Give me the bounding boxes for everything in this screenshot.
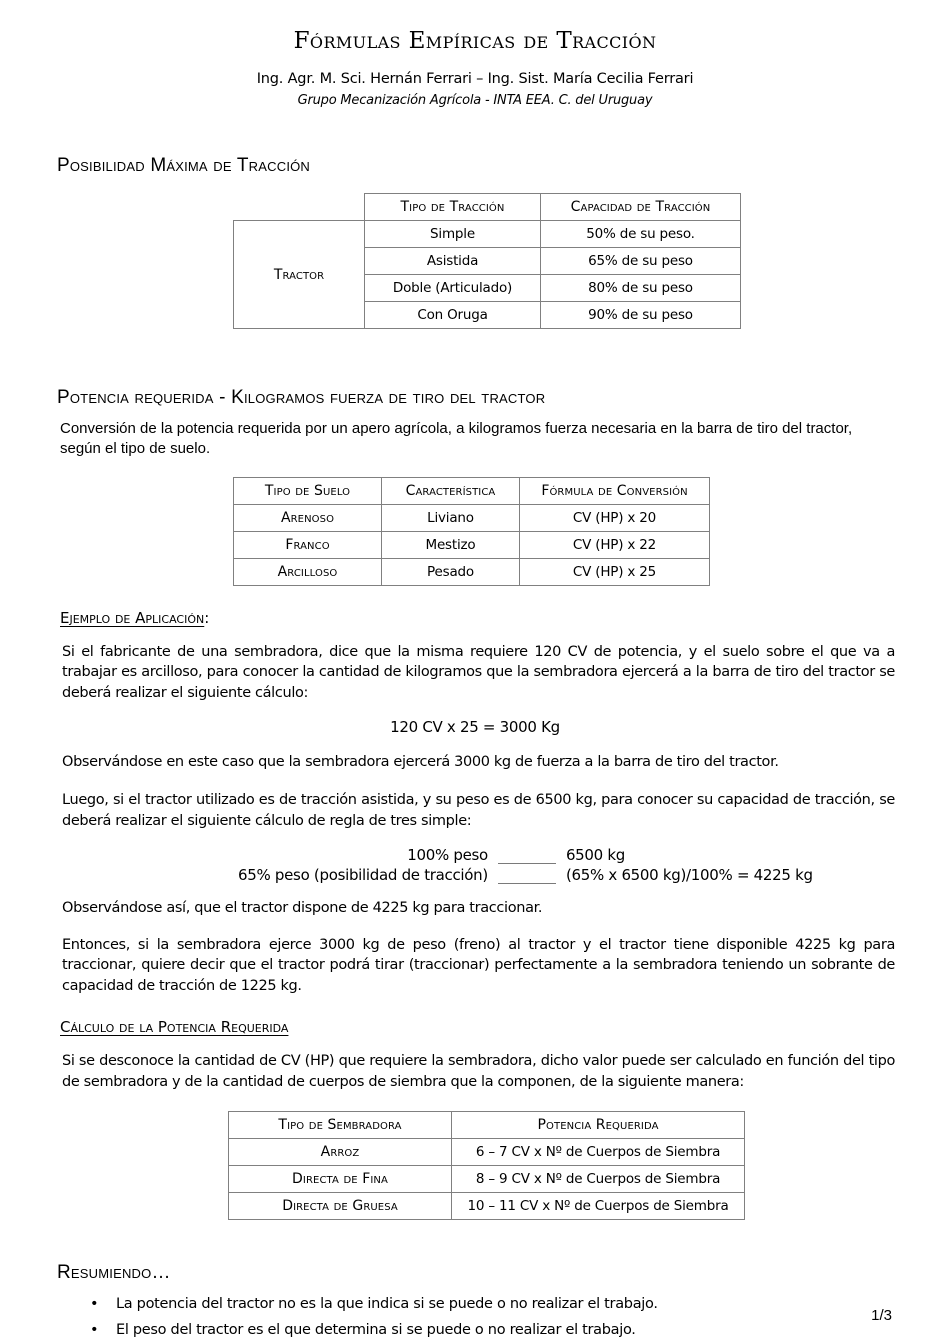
- document-affiliation: Grupo Mecanización Agrícola - INTA EEA. C. del Uruguay: [297, 93, 653, 109]
- list-item: [90, 1318, 950, 1343]
- column-header-tipo-sembradora: Tipo de Sembradora: [229, 1111, 452, 1138]
- table-tipo-de-sembradora: [228, 1111, 745, 1220]
- bullet-dot-icon: •: [90, 1296, 99, 1313]
- list-item-label: El peso del tractor es el que determina si se puede o no realizar el trabajo.: [116, 1321, 636, 1338]
- bullet-dot-icon: •: [90, 1321, 99, 1338]
- table-row: [229, 1165, 745, 1192]
- column-header-capacidad-traccion: Capacidad de Tracción: [541, 194, 741, 221]
- section-heading-resumiendo: Resumiendo…: [57, 1261, 171, 1283]
- cell-tipo-sembradora: Arroz: [229, 1138, 452, 1165]
- table-row: [234, 531, 710, 558]
- list-item-label: La potencia del tractor no es la que indica si se puede o no realizar el trabajo.: [116, 1296, 658, 1313]
- cell-formula: CV (HP) x 20: [520, 504, 710, 531]
- section-heading-posibilidad-maxima: Posibilidad Máxima de Tracción: [57, 155, 311, 177]
- cell-tipo-traccion: Doble (Articulado): [365, 275, 541, 302]
- cell-tipo-traccion: Con Oruga: [365, 302, 541, 329]
- document-authors: Ing. Agr. M. Sci. Hernán Ferrari – Ing. Sist. María Cecilia Ferrari: [256, 71, 694, 88]
- rot-divider-line: [498, 848, 556, 864]
- cell-tipo-sembradora: Directa de Fina: [229, 1165, 452, 1192]
- cell-tipo-traccion: Simple: [365, 221, 541, 248]
- page-number-footer: 1/3: [871, 1307, 892, 1324]
- cell-caracteristica: Mestizo: [382, 531, 520, 558]
- cell-tipo-suelo: Franco: [234, 531, 382, 558]
- cell-tipo-traccion: Asistida: [365, 248, 541, 275]
- cell-tipo-sembradora: Directa de Gruesa: [229, 1192, 452, 1219]
- page-title: Fórmulas Empíricas de Tracción: [293, 28, 657, 54]
- section2-intro-paragraph: Conversión de la potencia requerida por un apero agrícola, a kilogramos fuerza necesaria en la barra de tiro del tractor, según el tipo de suelo.: [60, 420, 853, 457]
- cell-potencia-requerida: 8 – 9 CV x Nº de Cuerpos de Siembra: [452, 1165, 745, 1192]
- rot-divider-cell: [498, 845, 556, 865]
- cell-capacidad-traccion: 65% de su peso: [541, 248, 741, 275]
- section-heading-potencia-requerida: Potencia requerida - Kilogramos fuerza de tiro del tractor: [57, 387, 546, 409]
- rule-of-three-row: [238, 845, 813, 865]
- table-header-row: [234, 194, 741, 221]
- heading-ejemplo-de-aplicacion: [0, 609, 950, 627]
- heading-calculo-potencia-requerida: [0, 1018, 950, 1036]
- rot-value-4225kg: (65% x 6500 kg)/100% = 4225 kg: [565, 866, 813, 885]
- list-item: [90, 1292, 950, 1317]
- cell-formula: CV (HP) x 25: [520, 558, 710, 585]
- table-header-row: [234, 477, 710, 504]
- cell-potencia-requerida: 6 – 7 CV x Nº de Cuerpos de Siembra: [452, 1138, 745, 1165]
- example-paragraph-1: Si el fabricante de una sembradora, dice que la misma requiere 120 CV de potencia, y el suelo sobre el que va a trabajar es arcilloso, para conocer la cantidad de kilogramos que la sembradora ejercerá a la barra de tiro del tractor se deberá realizar el siguiente cálculo:: [62, 643, 895, 701]
- section3-intro-paragraph: Si se desconoce la cantidad de CV (HP) que requiere la sembradora, dicho valor puede ser calculado en función del tipo de sembradora y de la cantidad de cuerpos de siembra que la componen, de la siguiente manera:: [62, 1053, 895, 1090]
- cell-tipo-suelo: Arcilloso: [234, 558, 382, 585]
- cell-caracteristica: Pesado: [382, 558, 520, 585]
- summary-bullet-list: [0, 1292, 950, 1343]
- rule-of-three-row: [238, 865, 813, 885]
- table-sembradora-wrapper: [0, 1111, 950, 1220]
- cell-capacidad-traccion: 90% de su peso: [541, 302, 741, 329]
- example-formula-1: 120 CV x 25 = 3000 Kg: [390, 718, 560, 737]
- table-suelo-wrapper: [0, 477, 950, 586]
- table-row: [234, 221, 741, 248]
- rule-of-three-block: [238, 845, 813, 885]
- rot-value-6500kg: 6500 kg: [565, 846, 625, 865]
- heading-calculo-text: Cálculo de la Potencia Requerida: [60, 1018, 289, 1037]
- row-label-tractor: Tractor: [234, 221, 365, 329]
- column-header-potencia-requerida: Potencia Requerida: [452, 1111, 745, 1138]
- rot-divider-line: [498, 868, 556, 884]
- example-paragraph-5: Entonces, si la sembradora ejerce 3000 kg de peso (freno) al tractor y el tractor tiene disponible 4225 kg para traccionar, quiere decir que el tractor podrá tirar (traccionar) perfectamente a la sembradora teniendo un sobrante de capacidad de tracción de 1225 kg.: [62, 936, 895, 994]
- table-posibilidad-maxima-traccion: [233, 193, 741, 329]
- cell-capacidad-traccion: 80% de su peso: [541, 275, 741, 302]
- table-tipo-de-suelo: [233, 477, 710, 586]
- column-header-tipo-suelo: Tipo de Suelo: [234, 477, 382, 504]
- example-paragraph-3: Luego, si el tractor utilizado es de tracción asistida, y su peso es de 6500 kg, para conocer su capacidad de tracción, se deberá realizar el siguiente cálculo de regla de tres simple:: [62, 791, 895, 829]
- column-header-caracteristica: Característica: [382, 477, 520, 504]
- table-row: [234, 558, 710, 585]
- heading-ejemplo-colon: :: [204, 608, 210, 627]
- rot-label-65-peso: 65% peso (posibilidad de tracción): [238, 866, 488, 885]
- heading-ejemplo-text: Ejemplo de Aplicación: [60, 608, 205, 627]
- cell-caracteristica: Liviano: [382, 504, 520, 531]
- table-row: [229, 1138, 745, 1165]
- cell-potencia-requerida: 10 – 11 CV x Nº de Cuerpos de Siembra: [452, 1192, 745, 1219]
- rot-label-100-peso: 100% peso: [407, 846, 488, 865]
- table-header-row: [229, 1111, 745, 1138]
- table-traccion-wrapper: [0, 193, 950, 329]
- cell-tipo-suelo: Arenoso: [234, 504, 382, 531]
- column-header-tipo-traccion: Tipo de Tracción: [365, 194, 541, 221]
- example-paragraph-2: Observándose en este caso que la sembradora ejercerá 3000 kg de fuerza a la barra de tiro del tractor.: [62, 754, 779, 771]
- table-row: [234, 504, 710, 531]
- rot-divider-cell: [498, 865, 556, 885]
- table-corner-cell: [234, 194, 365, 221]
- cell-formula: CV (HP) x 22: [520, 531, 710, 558]
- table-row: [229, 1192, 745, 1219]
- cell-capacidad-traccion: 50% de su peso.: [541, 221, 741, 248]
- example-paragraph-4: Observándose así, que el tractor dispone de 4225 kg para traccionar.: [62, 900, 543, 917]
- column-header-formula-conversion: Fórmula de Conversión: [520, 477, 710, 504]
